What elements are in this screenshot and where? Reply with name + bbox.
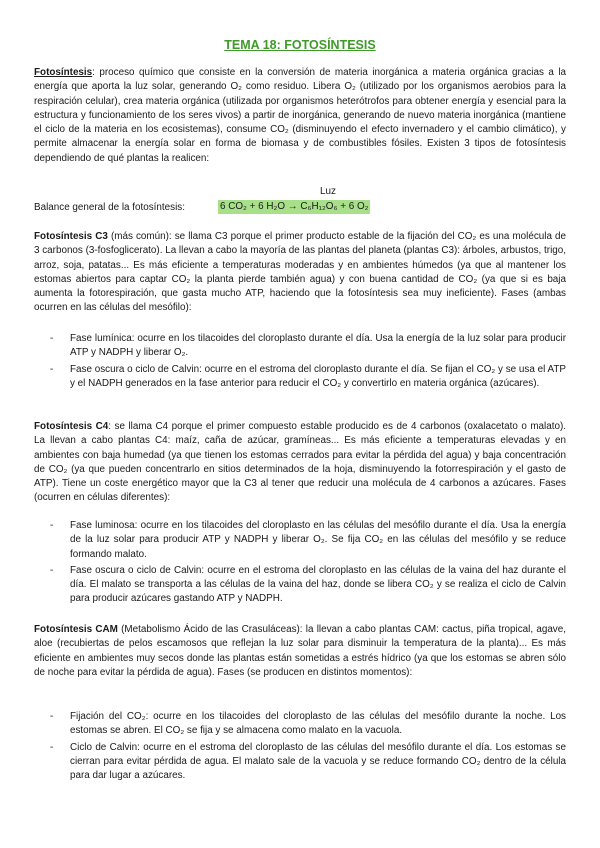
c3-phase-list — [50, 332, 566, 393]
c4-phase-list — [50, 519, 566, 609]
intro-text: : proceso químico que consiste en la conversión de materia inorgánica a materia orgánica gracias a la energía que aporta la luz solar, generando O₂ como residuo. Libera O₂ (utilizado por los organismos aerobios para la respiración celular), crea materia orgánica (utilizada por organismos heterótrofos para obtener energía y esencial para la estructura y funcionamiento de los seres vivos) a partir de inorgánica, generando de nuevo materia inorgánica (mantiene el ciclo de la materia en los ecosistemas), consume CO₂ (disminuyendo el efecto invernadero y el cambio climático), y permite almacenar la energía solar en forma de biomasa y de combustibles fósiles. Existen 3 tipos de fotosíntesis dependiendo de qué plantas la realicen: — [34, 67, 566, 164]
balance-equation: 6 CO₂ + 6 H₂O → C₆H₁₂O₆ + 6 O₂ — [220, 201, 369, 212]
cam-term: Fotosíntesis CAM — [34, 624, 118, 635]
c3-text: (más común): se llama C3 porque el primer producto estable de la fijación del CO₂ es una molécula de 3 carbonos (3-fosfoglicerato). La llevan a cabo la mayoría de las plantas del planeta (plantas C3): árboles, arbustos, trigo, arroz, soja, patatas... Es más eficiente a temperaturas moderadas y en ambientes húmedos (ya que al mantener los estomas abiertos para captar CO₂ la planta pierde también agua) y con buena cantidad de CO₂ (ya que si es baja aumenta la fotorespiración, que gasta mucho ATP, haciendo que la fotosíntesis sea muy ineficiente). Fases (ambas ocurren en las células del mesófilo): — [34, 231, 566, 314]
list-item: - Fase lumínica: ocurre en los tilacoides del cloroplasto durante el día. Usa la energía de la luz solar para producir ATP y NADPH y liberar O₂. — [50, 332, 566, 361]
c4-text: : se llama C4 porque el primer compuesto estable producido es de 4 carbonos (oxalacetato o malato). La llevan a cabo plantas C4: maíz, caña de azúcar, gramíneas... Es más eficiente a temperaturas elevadas y en ambientes con baja humedad (ya que tienen los estomas cerrados para evitar la pérdida del agua) y baja concentración de CO₂ (ya que pueden concentrarlo en sitios determinados de la hoja, disminuyendo la fotorrespiración y el gasto de ATP). Tiene un coste energético mayor que la C3 al tener que reducir una molécula de 4 carbonos a azúcares. Fases (ocurren en células diferentes): — [34, 421, 566, 504]
c4-paragraph — [34, 420, 566, 506]
page-title: TEMA 18: FOTOSÍNTESIS — [224, 38, 376, 52]
c3-paragraph — [34, 230, 566, 316]
intro-paragraph — [34, 66, 566, 166]
list-item: - Fase luminosa: ocurre en los tilacoides del cloroplasto en las células del mesófilo durante el día. Usa la energía de la luz solar para producir ATP y NADPH y liberar O₂. Se fija CO₂ en las células del mesófilo y se reduce formando malato. — [50, 519, 566, 562]
cam-paragraph — [34, 623, 566, 680]
intro-term: Fotosíntesis — [34, 67, 93, 78]
light-label: Luz — [320, 186, 336, 197]
list-item: - Fase oscura o ciclo de Calvin: ocurre en el estroma del cloroplasto en las células de la vaina del haz durante el día. El malato se transporta a las células de la vaina del haz, donde se libera CO₂ y se realiza el ciclo de Calvin para producir azúcares gastando ATP y NADPH. — [50, 564, 566, 607]
list-item: - Ciclo de Calvin: ocurre en el estroma del cloroplasto de las células del mesófilo durante el día. Los estomas se cierran para evitar pérdida de agua. El malato sale de la vacuola y se reduce formando CO₂ dentro de la célula para dar lugar a azúcares. — [50, 741, 566, 784]
c3-term: Fotosíntesis C3 — [34, 231, 108, 242]
c4-term: Fotosíntesis C4 — [34, 421, 109, 432]
list-item: - Fase oscura o ciclo de Calvin: ocurre en el estroma del cloroplasto durante el día. Se fijan el CO₂ y se usa el ATP y el NADPH generados en la fase anterior para reducir el CO₂ y convertirlo en materia orgánica (azúcares). — [50, 363, 566, 392]
list-item: - Fijación del CO₂: ocurre en los tilacoides del cloroplasto de las células del mesófilo durante la noche. Los estomas se abren. El CO₂ se fija y se almacena como malato en la vacuola. — [50, 710, 566, 739]
cam-text: (Metabolismo Ácido de las Crasuláceas): la llevan a cabo plantas CAM: cactus, piña tropical, agave, aloe (recubiertas de pelos escamosos que reflejan la luz solar para disminuir la temperatura de la planta)... Es más eficiente en ambientes muy secos donde las plantas están sometidas a estrés hídrico (ya que los estomas se abren sólo de noche para evitar la pérdida de agua). Fases (se producen en distintos momentos): — [34, 624, 566, 678]
balance-label: Balance general de la fotosíntesis: — [34, 202, 185, 213]
cam-phase-list — [50, 710, 566, 785]
